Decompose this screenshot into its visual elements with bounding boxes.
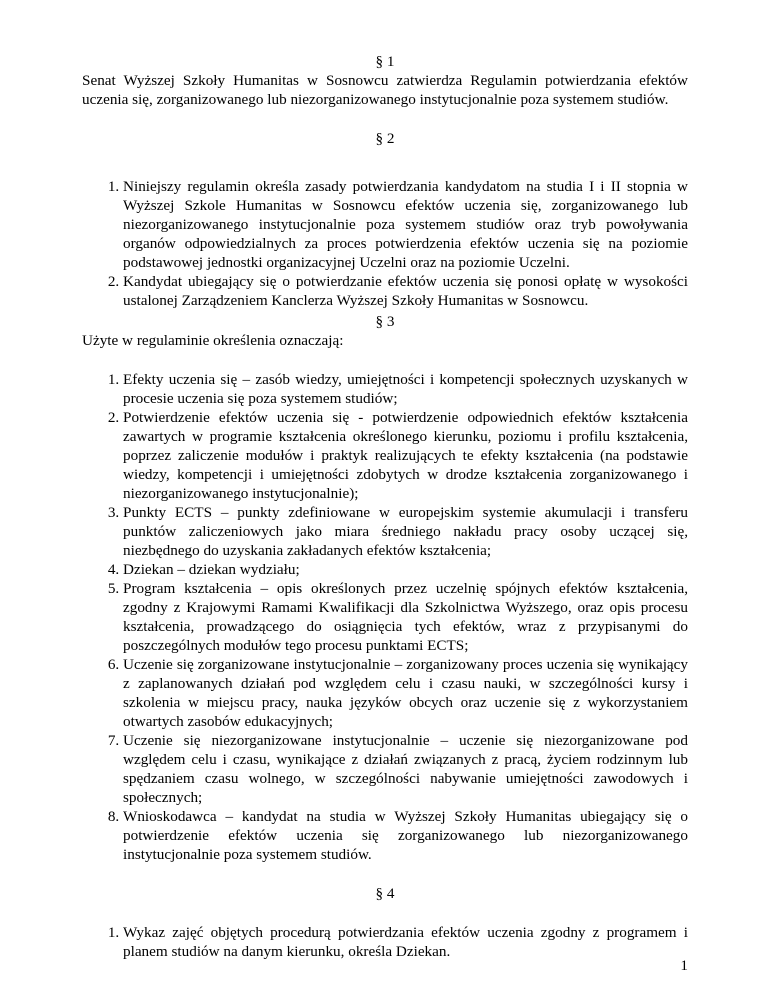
- list-item: 8. Wnioskodawca – kandydat na studia w Wyższej Szkoły Humanitas ubiegający się o potwierdzenie efektów uczenia się zorganizowanego lub niezorganizowanego instytucjonalnie poza systemem studiów.: [123, 807, 688, 864]
- list-item: 2. Kandydat ubiegający się o potwierdzanie efektów uczenia się ponosi opłatę w wysokości ustalonej Zarządzeniem Kanclerza Wyższej Szkoły Humanitas w Sosnowcu.: [123, 272, 688, 310]
- list-item: 6. Uczenie się zorganizowane instytucjonalnie – zorganizowany proces uczenia się wynikający z zaplanowanych działań pod względem celu i czasu nauki, w szczególności kursy i szkolenia w miejscu pracy, nauka języków obcych oraz uczenie się z wykorzystaniem otwartych zasobów edukacyjnych;: [123, 655, 688, 731]
- section-1-paragraph: Senat Wyższej Szkoły Humanitas w Sosnowcu zatwierdza Regulamin potwierdzania efektów uczenia się, zorganizowanego lub niezorganizowanego instytucjonalnie poza systemem studiów.: [82, 72, 688, 108]
- list-item: 1. Wykaz zajęć objętych procedurą potwierdzania efektów uczenia zgodny z programem i planem studiów na danym kierunku, określa Dziekan.: [123, 923, 688, 961]
- list-item: 2. Potwierdzenie efektów uczenia się - potwierdzenie odpowiednich efektów kształcenia zawartych w programie kształcenia określonego kierunku, poziomu i profilu kształcenia, poprzez zaliczenie modułów i praktyk realizujących te efekty kształcenia (na podstawie wiedzy, kompetencji i umiejętności zdobytych w drodze kształcenia zorganizowanego i niezorganizowanego instytucjonalnie);: [123, 408, 688, 503]
- section-4-list: [82, 923, 688, 961]
- section-3-intro: Użyte w regulaminie określenia oznaczają:: [82, 332, 344, 349]
- list-item: 4. Dziekan – dziekan wydziału;: [123, 560, 688, 579]
- list-item: 1. Efekty uczenia się – zasób wiedzy, umiejętności i kompetencji społecznych uzyskanych w procesie uczenia się poza systemem studiów;: [123, 370, 688, 408]
- list-item: 7. Uczenie się niezorganizowane instytucjonalnie – uczenie się niezorganizowane pod względem celu i czasu, wynikające z działań związanych z pracą, życiem rodzinnym lub spędzaniem czasu wolnego, w szczególności nabywanie umiejętności zawodowych i społecznych;: [123, 731, 688, 807]
- page-number: 1: [680, 957, 688, 974]
- section-heading-1: § 1: [375, 53, 395, 70]
- section-heading-4: § 4: [375, 885, 395, 902]
- list-item: 3. Punkty ECTS – punkty zdefiniowane w europejskim systemie akumulacji i transferu punktów zaliczeniowych jako miara średniego nakładu pracy osoby uczącej się, niezbędnego do uzyskania zakładanych efektów kształcenia;: [123, 503, 688, 560]
- section-2-list: [82, 177, 688, 310]
- section-heading-2: § 2: [375, 130, 395, 147]
- list-item: 5. Program kształcenia – opis określonych przez uczelnię spójnych efektów kształcenia, zgodny z Krajowymi Ramami Kwalifikacji dla Szkolnictwa Wyższego, oraz opis procesu kształcenia, prowadzącego do osiągnięcia tych efektów, wraz z przypisanymi do poszczególnych modułów tego procesu punktami ECTS;: [123, 579, 688, 655]
- document-body: [82, 52, 688, 961]
- section-3-definitions-list: [82, 370, 688, 864]
- section-heading-3: § 3: [375, 313, 395, 330]
- list-item: 1. Niniejszy regulamin określa zasady potwierdzania kandydatom na studia I i II stopnia w Wyższej Szkole Humanitas w Sosnowcu efektów uczenia się, zorganizowanego lub niezorganizowanego instytucjonalnie poza systemem studiów oraz tryb powoływania organów odpowiedzialnych za proces potwierdzenia efektów uczenia się na poziomie podstawowej jednostki organizacyjnej Uczelni oraz na poziomie Uczelni.: [123, 177, 688, 272]
